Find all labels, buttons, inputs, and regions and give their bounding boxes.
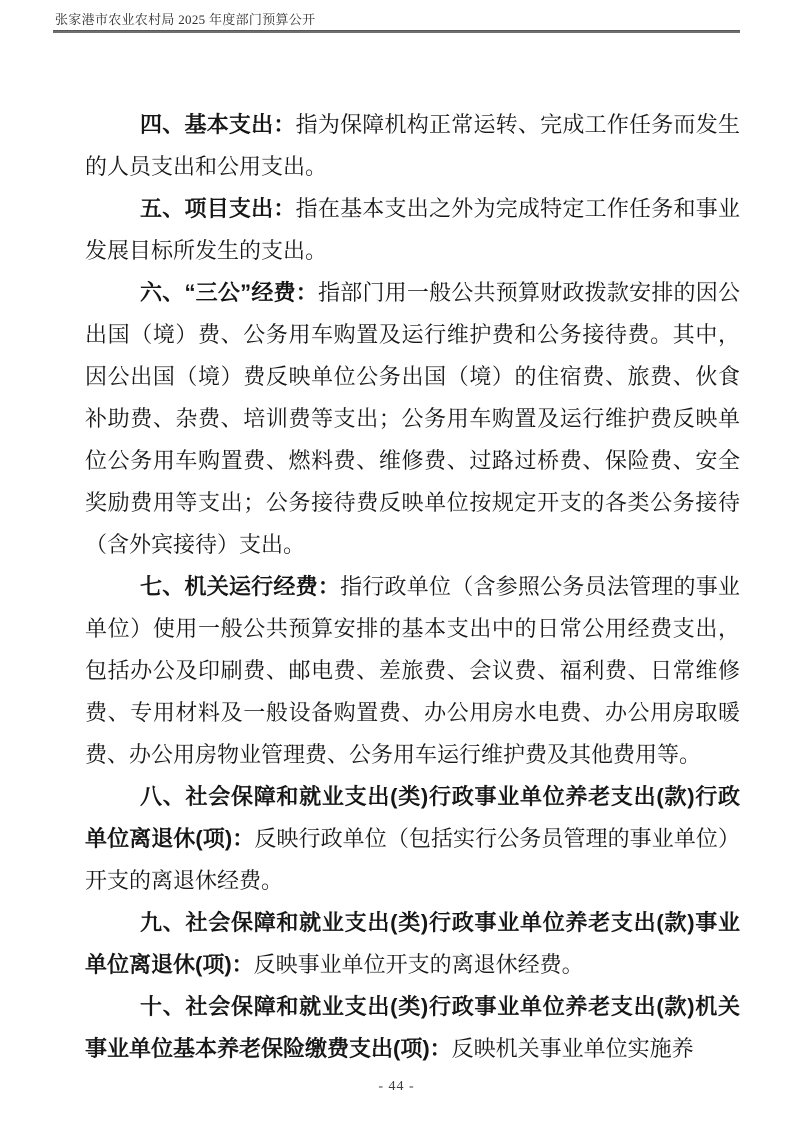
paragraph-text: 反映机关事业单位实施养 (451, 1036, 694, 1061)
page-number: - 44 - (378, 1079, 415, 1094)
paragraph-label: 四、基本支出： (140, 112, 296, 137)
paragraph-text: 指部门用一般公共预算财政拨款安排的因公出国（境）费、公务用车购置及运行维护费和公务接待费。其中，因公出国（境）费反映单位公务出国（境）的住宿费、旅费、伙食补助费、杂费、培训费等支出；公务用车购置及运行维护费反映单位公务用车购置费、燃料费、维修费、过路过桥费、保险费、安全奖励费用等支出；公务接待费反映单位按规定开支的各类公务接待（含外宾接待）支出。 (85, 280, 740, 557)
paragraph-label: 七、机关运行经费： (140, 574, 341, 599)
header-title: 张家港市农业农村局 2025 年度部门预算公开 (55, 12, 316, 27)
paragraph-agency-operating-funds (85, 566, 740, 776)
header-rule (53, 30, 740, 33)
paragraph-basic-expenditure (85, 104, 740, 188)
paragraph-admin-unit-retirement (85, 776, 740, 902)
paragraph-label: 六、“三公”经费： (140, 280, 318, 305)
document-body (85, 104, 740, 1070)
paragraph-text: 反映事业单位开支的离退休经费。 (253, 952, 584, 977)
paragraph-label: 九、社会保障和就业支出(类)行政事业单位养老支出(款)事业单位离退休(项)： (85, 910, 740, 977)
paragraph-public-institution-retirement (85, 902, 740, 986)
page-header (53, 12, 740, 33)
paragraph-label: 十、社会保障和就业支出(类)行政事业单位养老支出(款)机关事业单位基本养老保险缴费支出(项)： (85, 994, 740, 1061)
paragraph-project-expenditure (85, 188, 740, 272)
paragraph-label: 五、项目支出： (140, 196, 296, 221)
page-footer (0, 1078, 793, 1096)
paragraph-text: 指行政单位（含参照公务员法管理的事业单位）使用一般公共预算安排的基本支出中的日常公用经费支出，包括办公及印刷费、邮电费、差旅费、会议费、福利费、日常维修费、专用材料及一般设备购置费、办公用房水电费、办公用房取暖费、办公用房物业管理费、公务用车运行维护费及其他费用等。 (85, 574, 740, 767)
paragraph-pension-insurance-contribution (85, 986, 740, 1070)
paragraph-text: 反映行政单位（包括实行公务员管理的事业单位）开支的离退休经费。 (85, 826, 740, 893)
paragraph-three-public-funds (85, 272, 740, 566)
paragraph-text: 指为保障机构正常运转、完成工作任务而发生的人员支出和公用支出。 (85, 112, 740, 179)
paragraph-text: 指在基本支出之外为完成特定工作任务和事业发展目标所发生的支出。 (85, 196, 740, 263)
paragraph-label: 八、社会保障和就业支出(类)行政事业单位养老支出(款)行政单位离退休(项)： (85, 784, 740, 851)
